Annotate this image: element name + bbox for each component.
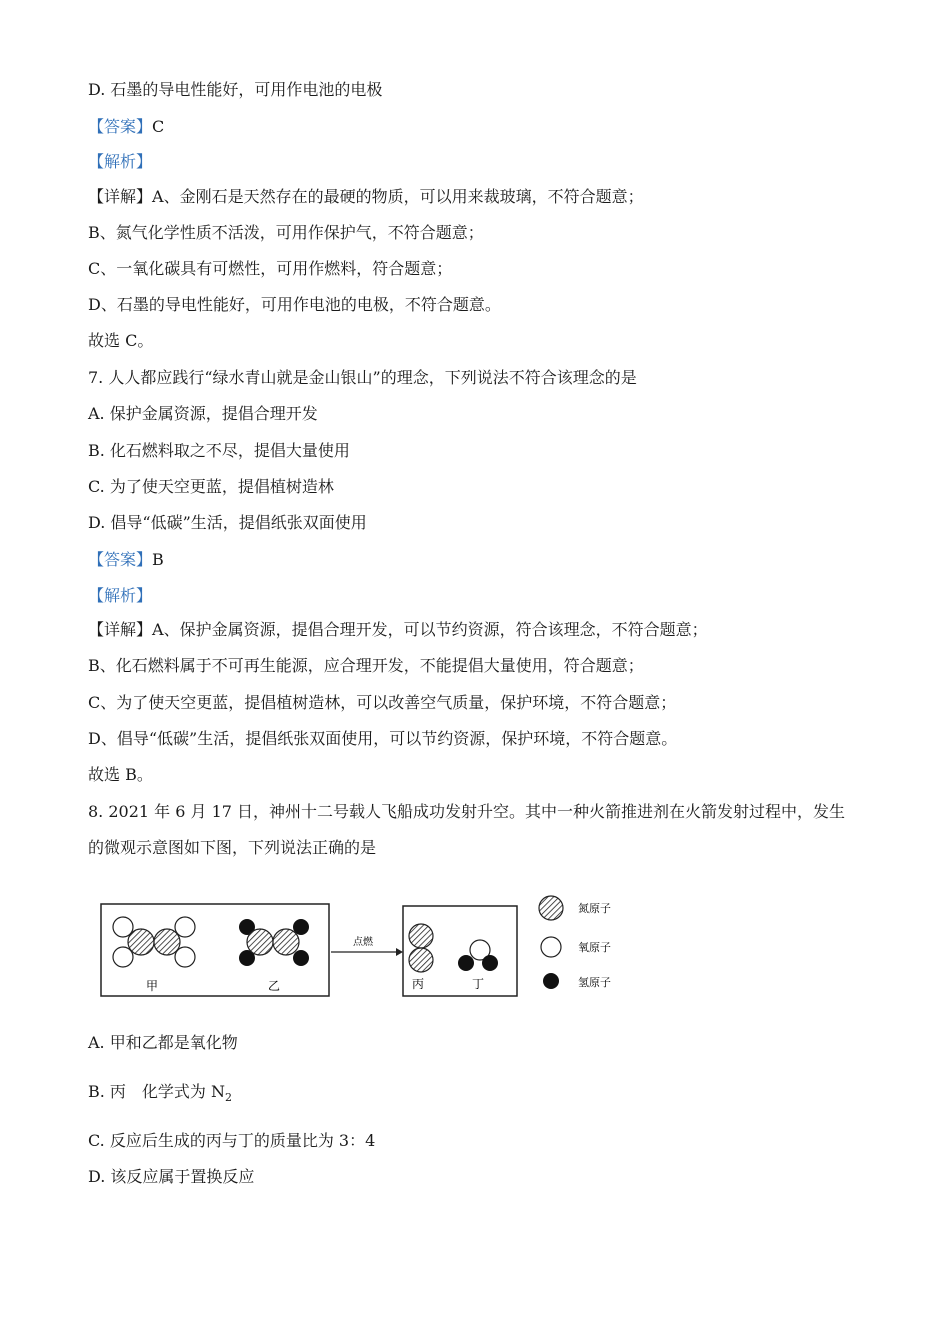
- detail-d: D、石墨的导电性能好，可用作电池的电极，不符合题意。: [88, 295, 501, 314]
- answer-line: [88, 117, 164, 137]
- option-d-prev: D. 石墨的导电性能好，可用作电池的电极: [88, 80, 383, 99]
- reaction-diagram: [96, 890, 636, 1010]
- detail-tag: 【详解】: [88, 187, 153, 206]
- conclusion: 故选 C。: [88, 331, 154, 350]
- question-8-line-2: 的微观示意图如下图，下列说法正确的是: [88, 838, 377, 857]
- q7-option-d: D. 倡导“低碳”生活，提倡纸张双面使用: [88, 513, 367, 532]
- label-ding: 丁: [472, 977, 485, 991]
- label-bing: 丙: [412, 977, 425, 991]
- legend-o-swatch: [541, 937, 561, 957]
- legend-o: 氧原子: [578, 941, 611, 954]
- detail-b: B、氮气化学性质不活泼，可用作保护气，不符合题意；: [88, 223, 484, 242]
- detail2-d: D、倡导“低碳”生活，提倡纸张双面使用，可以节约资源，保护环境，不符合题意。: [88, 729, 678, 748]
- label-yi: 乙: [268, 979, 281, 993]
- detail-c: C、一氧化碳具有可燃性，可用作燃料，符合题意；: [88, 259, 453, 278]
- legend-n: 氮原子: [578, 902, 611, 915]
- answer-value: C: [152, 117, 165, 136]
- q8-option-b: [88, 1082, 232, 1108]
- conclusion-2: 故选 B。: [88, 765, 153, 784]
- answer-tag: 【答案】: [88, 117, 153, 136]
- detail-text: A、保护金属资源，提倡合理开发，可以节约资源，符合该理念，不符合题意；: [152, 620, 708, 639]
- detail-a: [88, 187, 644, 207]
- legend-h: 氢原子: [578, 976, 611, 989]
- detail-text: A、金刚石是天然存在的最硬的物质，可以用来裁玻璃，不符合题意；: [152, 187, 644, 206]
- answer-tag: 【答案】: [88, 550, 153, 569]
- detail2-c: C、为了使天空更蓝，提倡植树造林，可以改善空气质量，保护环境，不符合题意；: [88, 693, 677, 712]
- q8-option-a: A. 甲和乙都是氧化物: [88, 1033, 238, 1052]
- label-jia: 甲: [146, 979, 159, 993]
- q8-option-d: D. 该反应属于置换反应: [88, 1167, 255, 1186]
- question-8-line-1: 8. 2021 年 6 月 17 日，神州十二号载人飞船成功发射升空。其中一种火箭推进剂在火箭发射过程中，发生: [88, 802, 846, 821]
- q7-option-a: A. 保护金属资源，提倡合理开发: [88, 404, 318, 423]
- detail2-a: [88, 620, 708, 640]
- q8-option-b-text: B. 丙 化学式为 N: [88, 1082, 226, 1101]
- question-7: 7. 人人都应践行“绿水青山就是金山银山”的理念，下列说法不符合该理念的是: [88, 368, 637, 387]
- analysis-tag-2: 【解析】: [88, 586, 153, 605]
- legend: [539, 896, 611, 989]
- legend-h-swatch: [543, 973, 559, 989]
- q8-option-b-subscript: 2: [225, 1091, 233, 1105]
- arrow-head: [396, 948, 403, 956]
- answer-line-2: [88, 550, 164, 570]
- detail2-b: B、化石燃料属于不可再生能源，应合理开发，不能提倡大量使用，符合题意；: [88, 656, 644, 675]
- q7-option-b: B. 化石燃料取之不尽，提倡大量使用: [88, 441, 350, 460]
- q8-option-c: C. 反应后生成的丙与丁的质量比为 3：4: [88, 1131, 376, 1150]
- analysis-tag: 【解析】: [88, 152, 153, 171]
- legend-n-swatch: [539, 896, 563, 920]
- detail-tag: 【详解】: [88, 620, 153, 639]
- answer-value: B: [152, 550, 164, 569]
- arrow-label: 点燃: [353, 937, 373, 948]
- q7-option-c: C. 为了使天空更蓝，提倡植树造林: [88, 477, 334, 496]
